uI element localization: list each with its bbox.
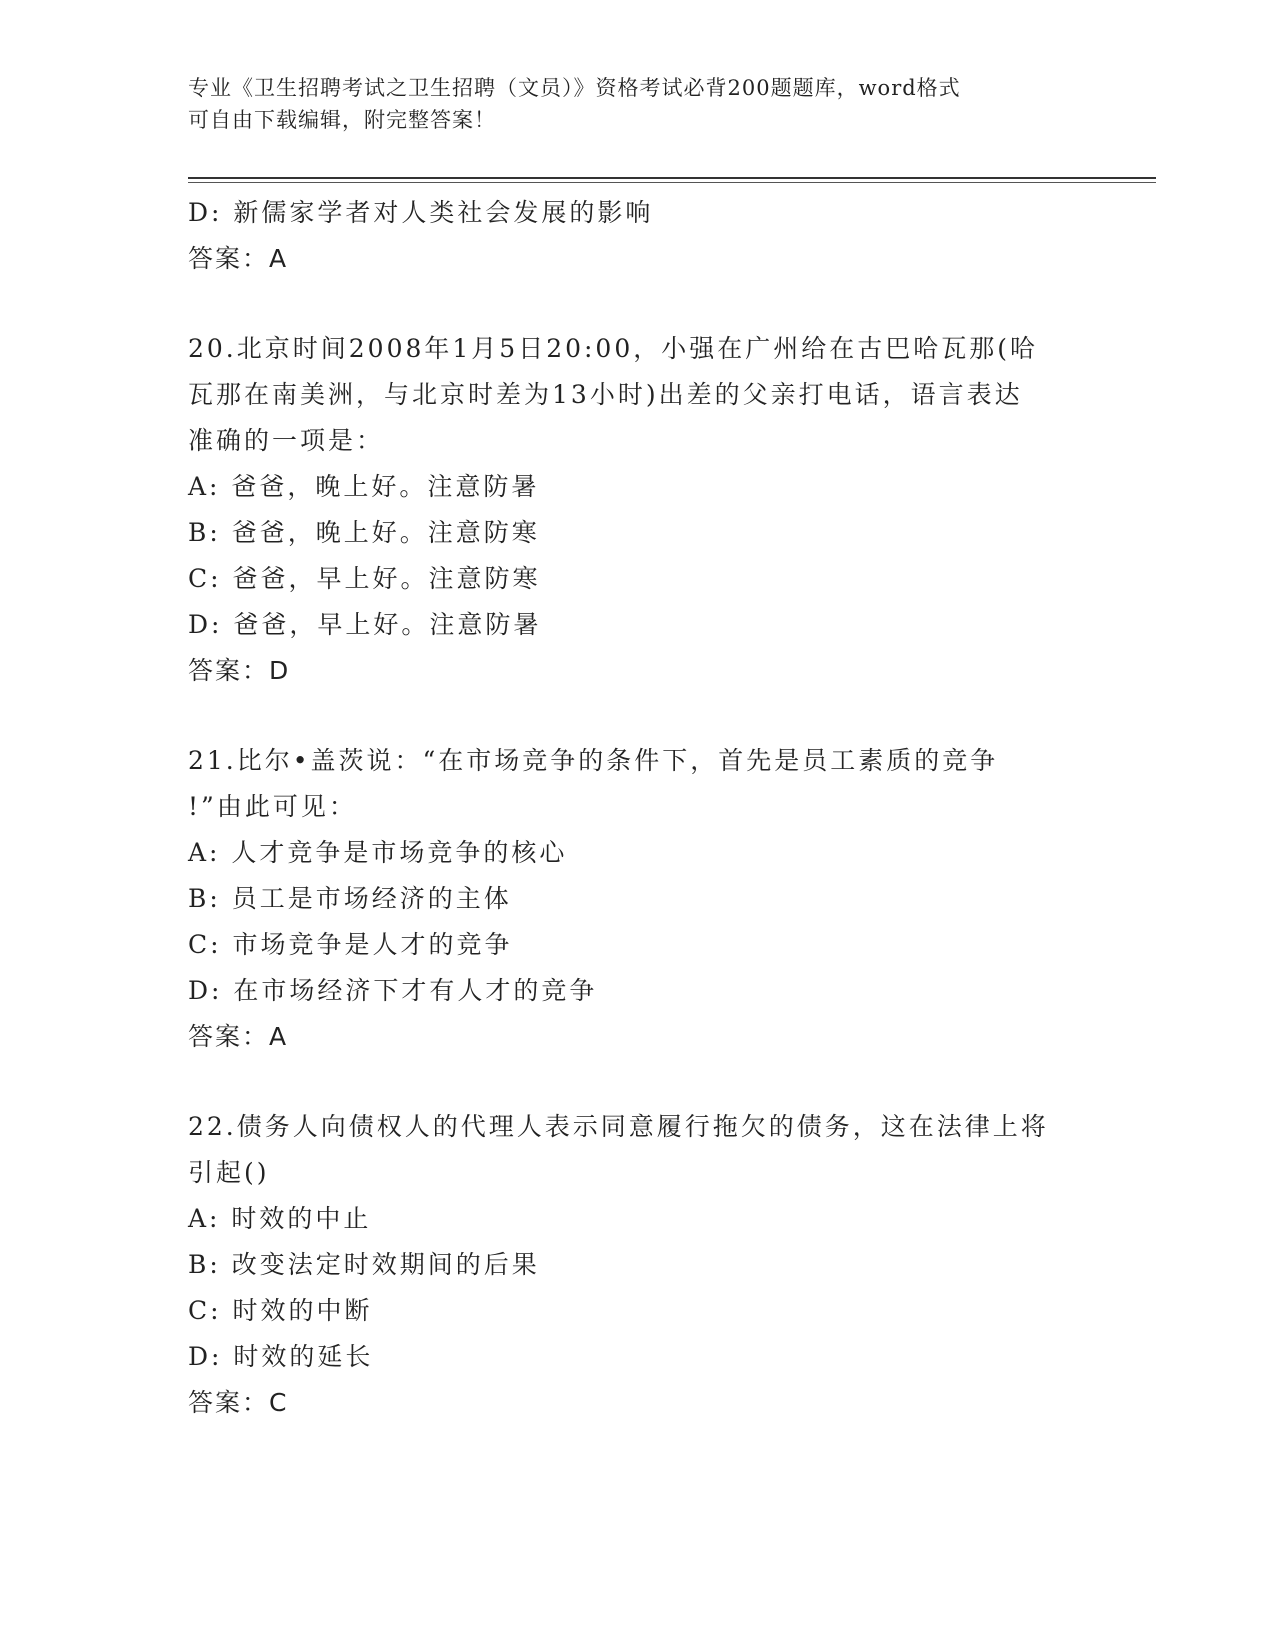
question-block-20: [188, 326, 1088, 694]
option-d: D: 在市场经济下才有人才的竞争: [188, 976, 598, 1005]
spacer: [188, 694, 1088, 738]
option-b: B: 员工是市场经济的主体: [188, 884, 512, 913]
carry-over-option-d: D: 新儒家学者对人类社会发展的影响: [188, 198, 654, 227]
question-stem-line: !”由此可见：: [188, 792, 357, 821]
header-title-line-2: 可自由下载编辑，附完整答案！: [188, 108, 496, 132]
question-stem-line: 20.北京时间2008年1月5日20:00，小强在广州给在古巴哈瓦那(哈: [188, 334, 1038, 363]
spacer: [188, 282, 1088, 326]
header-divider-thin: [188, 182, 1156, 183]
option-a: A: 时效的中止: [188, 1204, 372, 1233]
question-stem-line: 21.比尔•盖茨说：“在市场竞争的条件下，首先是员工素质的竞争: [188, 746, 999, 775]
option-c: C: 爸爸，早上好。注意防寒: [188, 564, 541, 593]
carry-over-answer: 答案：A: [188, 244, 289, 273]
option-a: A: 人才竞争是市场竞争的核心: [188, 838, 568, 867]
header-divider: [188, 177, 1156, 179]
header-title-line-1: 专业《卫生招聘考试之卫生招聘（文员）》资格考试必背200题题库，word格式: [188, 76, 961, 100]
option-d: D: 时效的延长: [188, 1342, 374, 1371]
question-stem-line: 22.债务人向债权人的代理人表示同意履行拖欠的债务，这在法律上将: [188, 1112, 1049, 1141]
question-block-21: [188, 738, 1088, 1060]
option-b: B: 爸爸，晚上好。注意防寒: [188, 518, 540, 547]
answer-label: 答案：A: [188, 1022, 289, 1051]
spacer: [188, 1060, 1088, 1104]
option-d: D: 爸爸，早上好。注意防暑: [188, 610, 542, 639]
option-b: B: 改变法定时效期间的后果: [188, 1250, 540, 1279]
option-c: C: 时效的中断: [188, 1296, 373, 1325]
option-a: A: 爸爸，晚上好。注意防暑: [188, 472, 540, 501]
document-header: [188, 72, 1088, 136]
question-stem-line: 引起(): [188, 1158, 270, 1187]
answer-label: 答案：C: [188, 1388, 289, 1417]
question-stem-line: 准确的一项是：: [188, 426, 385, 455]
option-c: C: 市场竞争是人才的竞争: [188, 930, 513, 959]
answer-label: 答案：D: [188, 656, 291, 685]
question-block-22: [188, 1104, 1088, 1426]
question-stem-line: 瓦那在南美洲，与北京时差为13小时)出差的父亲打电话，语言表达: [188, 380, 1023, 409]
question-content: [188, 190, 1088, 1426]
